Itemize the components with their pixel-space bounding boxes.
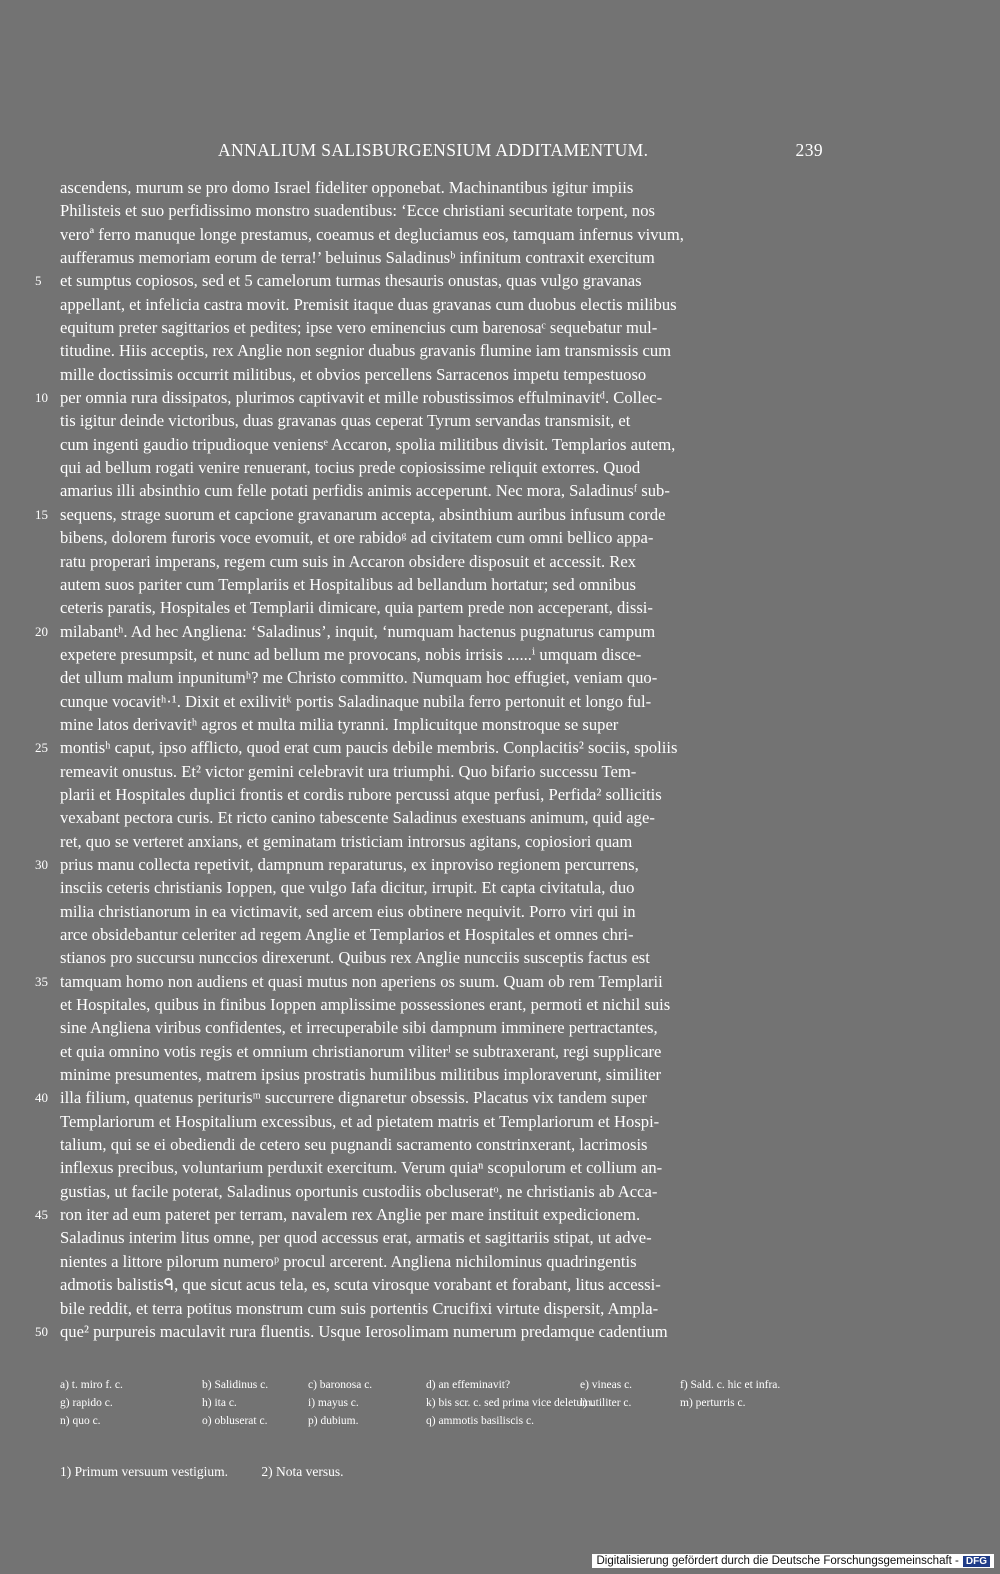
footnote: o) obluserat c. [202, 1415, 268, 1427]
text-line [60, 923, 825, 946]
text-line [60, 643, 825, 666]
note-2: 2) Nota versus. [261, 1464, 344, 1479]
line-text: Templariorum et Hospitalium excessibus, et ad pietatem matris et Templariorum et Hospi- [60, 1111, 660, 1131]
text-line [60, 830, 825, 853]
footnote-row [60, 1394, 825, 1412]
line-text: milabantʰ. Ad hec Angliena: ‘Saladinus’, inquit, ‘numquam hactenus pugnaturus campum [60, 621, 656, 641]
line-text: gustias, ut facile poterat, Saladinus oportunis custodiis obcluseratᵒ, ne christianis ab Acca- [60, 1181, 658, 1201]
line-text: mine latos derivavitʰ agros et multa milia tyranni. Implicuitque monstroque se super [60, 714, 619, 734]
line-text: montisʰ caput, ipso afflicto, quod erat cum paucis debile membris. Conplacitis² sociis, spoliis [60, 738, 678, 758]
text-line [35, 736, 825, 759]
line-text: prius manu collecta repetivit, dampnum reparaturus, ex inproviso regionem percurrens, [60, 854, 639, 874]
note-1: 1) Primum versuum vestigium. [60, 1464, 228, 1479]
text-line [60, 876, 825, 899]
text-line [60, 456, 825, 479]
line-number: 30 [35, 856, 48, 872]
text-line [35, 620, 825, 643]
line-text: remeavit onustus. Et² victor gemini celebravit ura triumphi. Quo bifario successu Tem- [60, 761, 637, 781]
line-text: arce obsidebantur celeriter ad regem Anglie et Templarios et Hospitales et omnes chri- [60, 925, 634, 944]
line-number: 45 [35, 1207, 48, 1223]
text-line [60, 409, 825, 432]
line-text: appellant, et infelicia castra movit. Premisit itaque duas gravanas cum duobus electis milibus [60, 294, 677, 314]
text-line [60, 666, 825, 689]
text-line [60, 316, 825, 339]
text-line [60, 1063, 825, 1086]
line-text: ret, quo se verteret anxians, et geminatam tristiciam introrsus agitans, copiosiori quam [60, 831, 633, 851]
text-line [60, 1180, 825, 1203]
credit-text: Digitalisierung gefördert durch die Deutsche Forschungsgemeinschaft - [596, 1555, 959, 1567]
footnote: e) vineas c. [580, 1379, 633, 1391]
line-number: 10 [35, 390, 48, 406]
text-line [60, 993, 825, 1016]
text-line [60, 760, 825, 783]
line-text: vexabant pectora curis. Et ricto canino tabescente Saladinus exestuans animum, quid age- [60, 808, 655, 828]
text-line [60, 526, 825, 549]
line-text: sequens, strage suorum et capcione gravanarum accepta, absinthium auribus infusum corde [60, 504, 666, 524]
line-text: det ullum malum inpunitumʰ? me Christo committo. Numquam hoc effugiet, veniam quo- [60, 668, 658, 688]
line-text: per omnia rura dissipatos, plurimos captivavit et mille robustissimos effulminavitᵈ. Collec- [60, 388, 663, 408]
text-line [60, 223, 825, 246]
line-text: ron iter ad eum pateret per terram, navalem rex Anglie per mare instituit expedicionem. [60, 1205, 641, 1225]
line-text: et Hospitales, quibus in finibus Ioppen amplissime possessiones erant, permoti et nichil suis [60, 995, 671, 1015]
line-number: 35 [35, 973, 48, 989]
text-line [35, 1320, 825, 1343]
line-number: 50 [35, 1323, 48, 1339]
line-text: bile reddit, et terra potitus monstrum cum suis portentis Crucifixi virtute dispersit, Ampla- [60, 1298, 659, 1318]
line-text: ascendens, murum se pro domo Israel fideliter opponebat. Machinantibus igitur impiis [60, 178, 634, 197]
text-line [60, 1133, 825, 1156]
text-line [60, 596, 825, 619]
text-line [60, 806, 825, 829]
line-text: titudine. Hiis acceptis, rex Anglie non segnior duabus gravanis flumine iam transmissis cum [60, 341, 672, 361]
text-line [60, 713, 825, 736]
line-text: ceteris paratis, Hospitales et Templarii dimicare, quia partem prede non acceperant, dissi- [60, 598, 653, 618]
text-line [60, 946, 825, 969]
text-line [60, 199, 825, 222]
line-number: 25 [35, 740, 48, 756]
line-text: inflexus precibus, voluntarium perduxit exercitum. Verum quiaⁿ scopulorum et collium an- [60, 1158, 663, 1178]
digitization-credit [592, 1554, 994, 1568]
line-text: mille doctissimis occurrit militibus, et obvios percellens Sarracenos impetu tempestuoso [60, 364, 647, 384]
line-text: autem suos pariter cum Templariis et Hospitalibus ad bellandum hortatur; sed omnibus [60, 574, 636, 594]
line-text: et quia omnino votis regis et omnium christianorum viliterˡ se subtraxerant, regi supplicare [60, 1041, 662, 1061]
text-line [60, 176, 825, 199]
running-header [60, 138, 825, 164]
footnote: l) utiliter c. [580, 1397, 632, 1409]
line-number: 5 [35, 273, 42, 289]
footnote: i) mayus c. [308, 1397, 359, 1409]
text-line [35, 503, 825, 526]
footnote: p) dubium. [308, 1415, 359, 1427]
line-text: tis igitur deinde victoribus, duas gravanas quas ceperat Tyrum servandas transmisit, et [60, 411, 631, 431]
footnote: k) bis scr. c. sed prima vice deletum. [426, 1397, 594, 1409]
line-text: que² purpureis maculavit rura fluentis. Usque Ierosolimam numerum predamque cadentium [60, 1321, 668, 1341]
line-text: aufferamus memoriam eorum de terra!’ beluinus Saladinusᵇ infinitum contraxit exercitum [60, 248, 655, 268]
line-text: Saladinus interim litus omne, per quod accessus erat, armatis et sagittariis stipat, ut adve- [60, 1228, 652, 1248]
text-line [60, 550, 825, 573]
text-line [35, 853, 825, 876]
critical-apparatus [60, 1376, 825, 1430]
text-line [60, 1156, 825, 1179]
text-line [60, 339, 825, 362]
line-number: 20 [35, 623, 48, 639]
text-line [35, 386, 825, 409]
line-text: veroª ferro manuque longe prestamus, coeamus et degluciamus eos, tamquam infernus vivum, [60, 224, 684, 244]
text-line [60, 783, 825, 806]
footnote: f) Sald. c. hic et infra. [680, 1379, 781, 1391]
text-line [60, 1040, 825, 1063]
line-number: 15 [35, 506, 48, 522]
line-text: sine Angliena viribus confidentes, et irrecuperabile sibi dampnum imminere pertractantes, [60, 1018, 658, 1038]
footnote: m) perturris c. [680, 1397, 746, 1409]
line-text: equitum preter sagittarios et pedites; ipse vero eminencius cum barenosaᶜ sequebatur mul- [60, 318, 658, 338]
line-text: cum ingenti gaudio tripudioque veniensᵉ Accaron, spolia militibus divisit. Templarios autem, [60, 434, 676, 454]
line-text: milia christianorum in ea victimavit, sed arcem eius obtinere nequivit. Porro viri qui in [60, 901, 636, 921]
footnote: a) t. miro f. c. [60, 1379, 123, 1391]
text-line [60, 246, 825, 269]
line-text: nientes a littore pilorum numeroᵖ procul arcerent. Angliena nichilominus quadringentis [60, 1251, 637, 1271]
line-text: talium, qui se ei obediendi de cetero seu pugnandi sacramento constrinxerant, lacrimosis [60, 1135, 648, 1155]
footnote-row [60, 1376, 825, 1394]
footnote: h) ita c. [202, 1397, 237, 1409]
text-line [60, 363, 825, 386]
main-text [35, 176, 825, 1343]
footnote: q) ammotis basiliscis c. [426, 1415, 534, 1427]
line-text: admotis balistisᑫ, que sicut acus tela, es, scuta virosque vorabant et forabant, litus accessi- [60, 1275, 661, 1295]
text-line [60, 1016, 825, 1039]
notes [60, 1464, 373, 1480]
line-text: amarius illi absinthio cum felle potati perfidis animis acceperunt. Nec mora, Saladinusᶠ sub- [60, 481, 670, 501]
text-line [60, 1226, 825, 1249]
text-line [60, 433, 825, 456]
text-line [60, 900, 825, 923]
footnote: d) an effeminavit? [426, 1379, 511, 1391]
text-line [35, 269, 825, 292]
text-line [60, 573, 825, 596]
text-line [60, 1110, 825, 1133]
footnote: b) Salidinus c. [202, 1379, 269, 1391]
dfg-logo: DFG [963, 1556, 990, 1567]
line-text: expetere presumpsit, et nunc ad bellum me provocans, nobis irrisis ......ⁱ umquam disce- [60, 644, 642, 664]
line-text: insciis ceteris christianis Ioppen, que vulgo Iafa dicitur, irrupit. Et capta civitatula, duo [60, 878, 635, 898]
line-text: tamquam homo non audiens et quasi mutus non aperiens os suum. Quam ob rem Templarii [60, 971, 663, 991]
line-text: et sumptus copiosos, sed et 5 camelorum turmas thesauris onustas, quas vulgo gravanas [60, 271, 642, 291]
text-line [60, 1273, 825, 1296]
footnote: g) rapido c. [60, 1397, 113, 1409]
text-line [60, 1297, 825, 1320]
line-text: illa filium, quatenus periturisᵐ succurrere dignaretur obsessis. Placatus vix tandem super [60, 1088, 647, 1108]
text-line [35, 970, 825, 993]
line-text: bibens, dolorem furoris voce evomuit, et ore rabidoᵍ ad civitatem cum omni bellico appa- [60, 528, 654, 548]
footnote-row [60, 1412, 825, 1430]
text-line [60, 293, 825, 316]
page-title: ANNALIUM SALISBURGENSIUM ADDITAMENTUM. [218, 140, 649, 160]
line-text: stianos pro succursu nunccios direxerunt. Quibus rex Anglie nuncciis susceptis factus est [60, 948, 650, 968]
line-text: Philisteis et suo perfidissimo monstro suadentibus: ‘Ecce christiani securitate torpent, nos [60, 201, 655, 221]
text-line [60, 690, 825, 713]
line-text: ratu properari imperans, regem cum suis in Accaron obsidere disposuit et accessit. Rex [60, 551, 637, 571]
line-number: 40 [35, 1090, 48, 1106]
line-text: qui ad bellum rogati venire renuerant, tocius prede copiosissime reliquit extorres. Quod [60, 458, 641, 478]
footnote: n) quo c. [60, 1415, 101, 1427]
line-text: plarii et Hospitales duplici frontis et cordis rubore percussi atque perfusi, Perfida² sollicitis [60, 784, 662, 804]
footnote: c) baronosa c. [308, 1379, 373, 1391]
line-text: cunque vocavitʰ·¹. Dixit et exilivitᵏ portis Saladinaque nubila ferro pertonuit et longo ful- [60, 691, 652, 711]
page-number: 239 [795, 140, 823, 160]
text-line [35, 1086, 825, 1109]
line-text: minime presumentes, matrem ipsius prostratis humilibus militibus imploraverunt, similiter [60, 1065, 661, 1085]
text-line [60, 479, 825, 502]
text-line [35, 1203, 825, 1226]
text-line [60, 1250, 825, 1273]
